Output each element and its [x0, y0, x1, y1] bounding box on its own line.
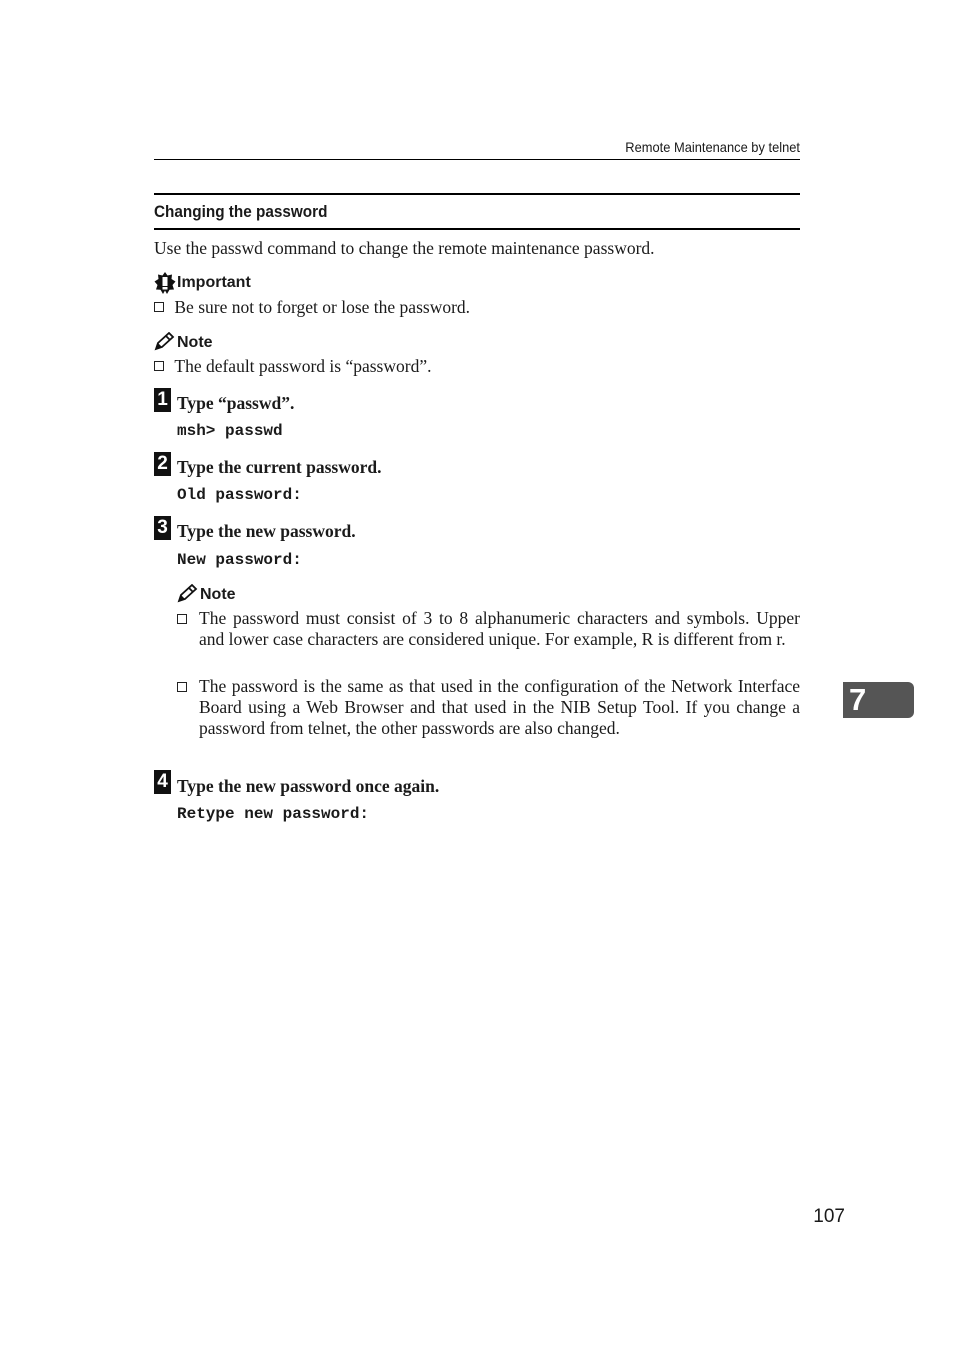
step-1-code: msh> passwd — [177, 422, 283, 440]
step-3-note-item-1: The password must consist of 3 to 8 alphanumeric characters and symbols. Upper and lower case characters are considered unique. For example, R is different from r. — [199, 608, 800, 649]
step-1-instruction: Type “passwd”. — [177, 393, 295, 413]
step-3-code: New password: — [177, 551, 302, 569]
checkbox-bullet-icon — [154, 361, 164, 371]
important-item — [154, 297, 470, 318]
pencil-icon — [177, 584, 198, 603]
note-item-text: The default password is “password”. — [174, 356, 432, 376]
running-header: Remote Maintenance by telnet — [625, 139, 800, 155]
step-4-code: Retype new password: — [177, 805, 370, 823]
step-3-note-item-2: The password is the same as that used in the configuration of the Network Interface Board using a Web Browser and that used in the NIB Setup Tool. If you change a password from telnet, the other passwords are also changed. — [199, 676, 800, 738]
step-2-code: Old password: — [177, 486, 302, 504]
pencil-icon — [154, 332, 175, 351]
header-rule — [154, 159, 800, 160]
chapter-tab — [843, 682, 914, 718]
note-item — [154, 356, 431, 377]
checkbox-bullet-icon — [154, 302, 164, 312]
checkbox-bullet-icon — [177, 682, 187, 692]
note-label: Note — [177, 334, 213, 351]
step-number-3-icon: 3 — [154, 516, 171, 540]
section-heading-block — [154, 193, 800, 230]
step-3-instruction: Type the new password. — [177, 521, 356, 541]
intro-paragraph: Use the passwd command to change the remote maintenance password. — [154, 238, 655, 258]
step-number-1-icon: 1 — [154, 388, 171, 412]
step-4-instruction: Type the new password once again. — [177, 776, 440, 796]
step-number-4-icon: 4 — [154, 770, 171, 794]
page-number: 107 — [813, 1206, 845, 1227]
important-item-text: Be sure not to forget or lose the password. — [174, 297, 471, 317]
checkbox-bullet-icon — [177, 614, 187, 624]
step-2-instruction: Type the current password. — [177, 457, 382, 477]
step-number-2-icon: 2 — [154, 452, 171, 476]
chapter-number: 7 — [849, 682, 867, 717]
section-title: Changing the password — [154, 202, 328, 221]
important-label: Important — [177, 274, 251, 291]
important-badge-icon — [154, 272, 176, 294]
step-3-note-label: Note — [200, 586, 236, 603]
